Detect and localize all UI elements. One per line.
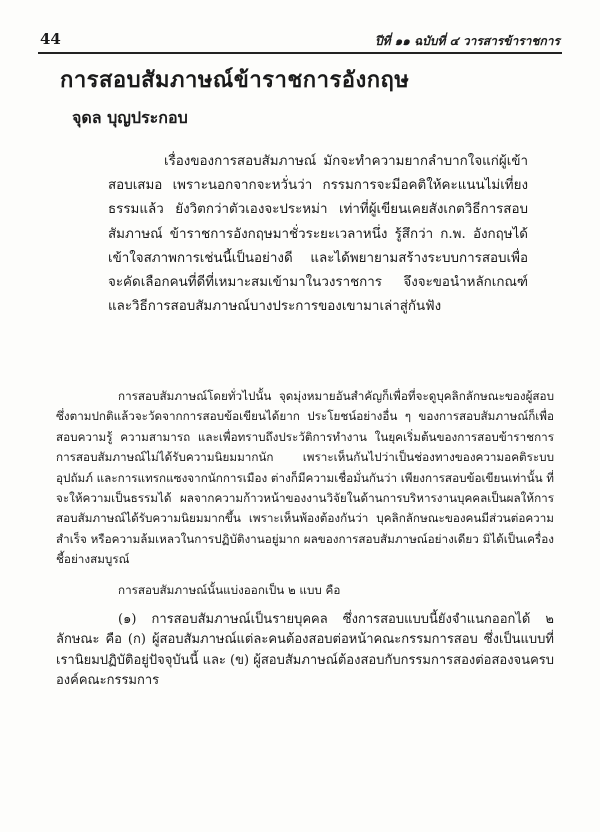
body-paragraph-2: การสอบสัมภาษณ์นั้นแบ่งออกเป็น ๒ แบบ คือ [118,582,341,597]
abstract-paragraph: เรื่องของการสอบสัมภาษณ์ มักจะทำความยากลำบากใจแก่ผู้เข้าสอบเสมอ เพราะนอกจากจะหวั่นว่า กรรมการจะมีอคติให้คะแนนไม่เที่ยงธรรมแล้ว ยังวิตกว่าตัวเองจะประหม่า เท่าที่ผู้เขียนเคยสังเกตวิธีการสอบสัมภาษณ์ ข้าราชการอังกฤษมาชั่วระยะเวลาหนึ่ง รู้สึกว่า ก.พ. อังกฤษได้เข้าใจสภาพการเช่นนี้เป็นอย่างดี และได้พยายามสร้างระบบการสอบเพื่อจะคัดเลือกคนที่ดีที่เหมาะสมเข้ามาในวงราชการ จึงจะขอนำหลักเกณฑ์และวิธีการสอบสัมภาษณ์บางประการของเขามาเล่าสู่กันฟัง [108,154,528,315]
list-item-1: (๑) การสอบสัมภาษณ์เป็นรายบุคคล ซึ่งการสอบแบบนี้ยังจำแนกออกได้ ๒ ลักษณะ คือ (ก) ผู้สอบสัมภาษณ์แต่ละคนต้องสอบต่อหน้าคณะกรรมการสอบ ซึ่งเป็นแบบที่เรานิยมปฏิบัติอยู่ปัจจุบันนี้ และ (ข) ผู้สอบสัมภาษณ์ต้องสอบกับกรรมการสองต่อสองจนครบองค์คณะกรรมการ [56,612,554,689]
article-title: การสอบสัมภาษณ์ข้าราชการอังกฤษ [60,67,410,93]
article-abstract [108,150,528,319]
header-rule [38,52,562,54]
article-body [56,386,554,692]
body-paragraph-1: การสอบสัมภาษณ์โดยทั่วไปนั้น จุดมุ่งหมายอันสำคัญก็เพื่อที่จะดูบุคลิกลักษณะของผู้สอบ ซึ่งตามปกติแล้วจะวัดจากการสอบข้อเขียนได้ยาก ประโยชน์อย่างอื่น ๆ ของการสอบสัมภาษณ์ก็เพื่อสอบความรู้ ความสามารถ และเพื่อทราบถึงประวัติการทำงาน ในยุคเริ่มต้นของการสอบข้าราชการ การสอบสัมภาษณ์ไม่ได้รับความนิยมมากนัก เพราะเห็นกันไปว่าเป็นช่องทางของความอคติระบบอุปถัมภ์ และการแทรกแซงจากนักการเมือง ต่างก็มีความเชื่อมั่นกันว่า เพียงการสอบข้อเขียนเท่านั้น ที่จะให้ความเป็นธรรมได้ ผลจากความก้าวหน้าของงานวิจัยในด้านการบริหารงานบุคคลเป็นผลให้การสอบสัมภาษณ์ได้รับความนิยมมากขึ้น เพราะเห็นพ้องต้องกันว่า บุคลิกลักษณะของคนมีส่วนต่อความสำเร็จ หรือความล้มเหลวในการปฏิบัติงานอยู่มาก ผลของการสอบสัมภาษณ์อย่างเดียว มิได้เป็นเครื่องชี้อย่างสมบูรณ์ [56,389,554,567]
article-author: จุดล บุญประกอบ [72,108,188,127]
page-number: 44 [40,30,61,48]
journal-running-header: ปีที่ ๑๑ ฉบับที่ ๔ วารสารข้าราชการ [374,34,560,48]
